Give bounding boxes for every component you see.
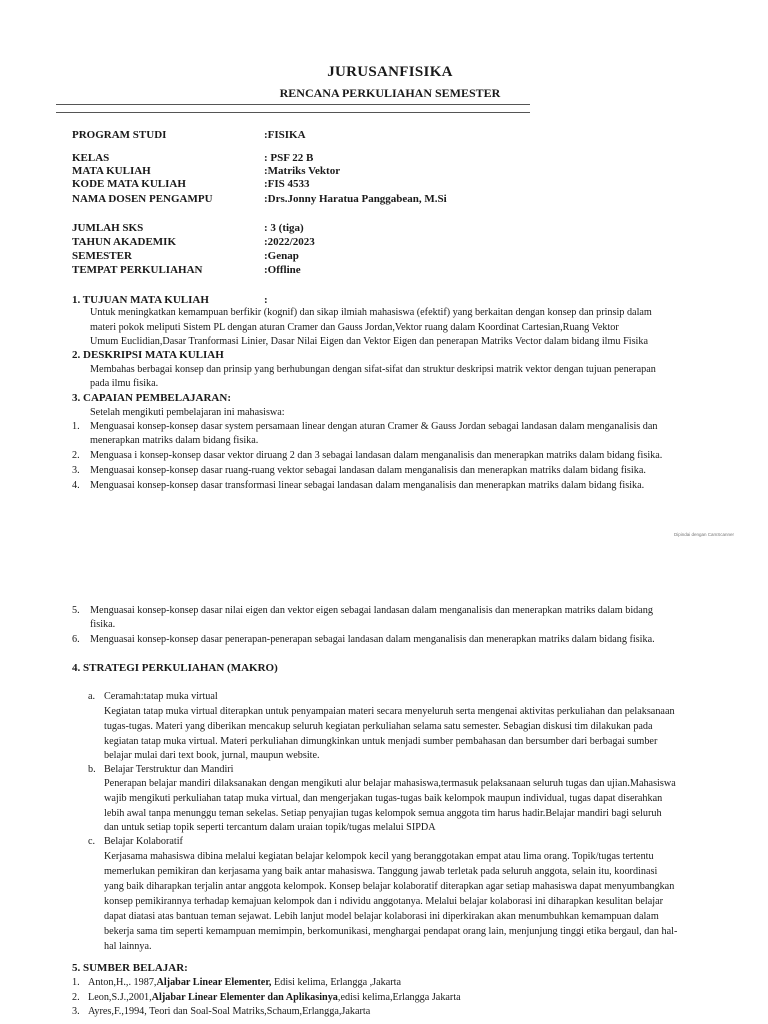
strategy-c-line-7: hal lainnya. <box>104 941 152 952</box>
section-1-heading: 1. TUJUAN MATA KULIAH <box>72 294 209 306</box>
reference-2-author: Leon,S.J.,2001, <box>88 992 152 1003</box>
reference-1-number: 1. <box>72 977 80 988</box>
strategy-a-line-3: kegiatan tatap muka virtual. Materi perkuliahan dimungkinkan untuk menjadi sumber pembahasan dan bersumber dari berbagai sumber <box>104 736 658 747</box>
reference-2-number: 2. <box>72 992 80 1003</box>
info-label-mata-kuliah: MATA KULIAH <box>72 165 151 177</box>
info-value-kelas: : PSF 22 B <box>264 152 314 164</box>
section-1-line-3: Umum Euclidian,Dasar Tranformasi Linier, Dasar Nilai Eigen dan Vektor Eigen dan penerapan Matriks Vector dalam bidang ilmu Fisika <box>90 336 648 347</box>
outcome-5-line-1: Menguasai konsep-konsep dasar nilai eigen dan vektor eigen sebagai landasan dalam menganalisis dan menerapkan matriks dalam bidang <box>90 605 653 616</box>
strategy-b-line-4: dan untuk setiap topik seperti tercantum dalam uraian topik/tugas melalui SIPDA <box>104 822 436 833</box>
strategy-c-line-4: konsep pemikirannya terhadap kemajuan kelompok dan i ndividu anggotanya. Melalui belajar kolaborasi ini diharapkan kesulitan belajar <box>104 896 664 907</box>
strategy-c-letter: c. <box>88 836 96 847</box>
section-1-colon: : <box>264 294 268 306</box>
section-1-line-2: materi pokok meliputi Sistem PL dengan aturan Cramer dan Gauss Jordan,Vektor ruang dalam Koordinat Cartesian,Ruang Vektor <box>90 322 619 333</box>
section-2-heading: 2. DESKRIPSI MATA KULIAH <box>72 349 224 361</box>
strategy-b-letter: b. <box>88 764 96 775</box>
info-value-tahun: :2022/2023 <box>264 236 315 248</box>
strategy-c-title: Belajar Kolaboratif <box>104 836 183 847</box>
section-2-line-1: Membahas berbagai konsep dan prinsip yang berhubungan dengan sifat-sifat dan struktur deskripsi matrik vektor dengan tujuan penerapan <box>90 364 656 375</box>
info-value-kode: :FIS 4533 <box>264 178 310 190</box>
outcome-2-number: 2. <box>72 450 80 461</box>
scanner-watermark: Dipindai dengan CamScanner <box>673 532 734 537</box>
outcome-1-number: 1. <box>72 421 80 432</box>
strategy-a-line-2: tugas-tugas. Materi yang diberikan mencakup seluruh kegiatan perkuliahan selama satu semester. Sebagian diskusi tim dilakukan pada <box>104 721 653 732</box>
reference-1-title: Aljabar Linear Elementer, <box>156 977 272 988</box>
section-1-line-1: Untuk meningkatkan kemampuan berfikir (kognif) dan sikap ilmiah mahasiswa (efektif) yang berkaitan dengan konsep dan prinsip dalam <box>90 307 652 318</box>
section-2-line-2: pada ilmu fisika. <box>90 378 159 389</box>
outcome-1-line-2: menerapkan matriks dalam bidang fisika. <box>90 435 259 446</box>
strategy-c-line-6: bekerja sama tim seperti kemampuan memimpin, berkomunikasi, menghargai pendapat orang lain, menjunjung tinggi etika bergaul, dan hal- <box>104 926 678 937</box>
outcome-1-line-1: Menguasai konsep-konsep dasar system persamaan linear dengan aturan Cramer & Gauss Jordan sebagai landasan dalam menganalisis dan <box>90 421 658 432</box>
strategy-a-line-1: Kegiatan tatap muka virtual diterapkan untuk penyampaian materi secara menyeluruh serta mengenai aktivitas perkuliahan dan pelaksanaan <box>104 706 675 717</box>
strategy-c-line-1: Kerjasama mahasiswa dibina melalui kegiatan belajar kelompok kecil yang beranggotakan empat atau lima orang. Topik/tugas tertentu <box>104 851 654 862</box>
info-label-semester: SEMESTER <box>72 250 132 262</box>
reference-1-author: Anton,H.,. 1987, <box>88 977 157 988</box>
reference-3-text: Ayres,F.,1994, Teori dan Soal-Soal Matriks,Schaum,Erlangga,Jakarta <box>88 1006 371 1017</box>
info-label-sks: JUMLAH SKS <box>72 222 144 234</box>
reference-2 <box>88 991 461 1006</box>
info-label-kode: KODE MATA KULIAH <box>72 178 186 190</box>
strategy-c-line-5: dapat diatasi atas bantuan teman sejawat. Lebih lanjut model belajar kolaborasi ini diperkirakan akan menumbuhkan kemampuan dalam <box>104 911 659 922</box>
strategy-c-line-2: memerlukan pemikiran dan kerjasama yang baik antar mahasiswa. Tanggung jawab terletak pada seluruh anggota, selain itu, koordinasi <box>104 866 658 877</box>
reference-3 <box>88 1005 370 1020</box>
reference-1-publisher: Edisi kelima, Erlangga ,Jakarta <box>271 977 402 988</box>
strategy-b-line-1: Penerapan belajar mandiri dilaksanakan dengan mengikuti alur belajar mahasiswa,termasuk pelaksanaan seluruh tugas dan ujian.Mahasiswa <box>104 778 676 789</box>
info-label-dosen: NAMA DOSEN PENGAMPU <box>72 193 213 205</box>
outcome-5-line-2: fisika. <box>90 619 116 630</box>
outcome-4-number: 4. <box>72 480 80 491</box>
strategy-b-title: Belajar Terstruktur dan Mandiri <box>104 764 234 775</box>
outcome-6-number: 6. <box>72 634 80 645</box>
reference-1 <box>88 976 401 991</box>
strategy-a-letter: a. <box>88 691 96 702</box>
info-value-semester: :Genap <box>264 250 299 262</box>
reference-2-publisher: ,edisi kelima,Erlangga Jakarta <box>337 992 461 1003</box>
info-value-sks: : 3 (tiga) <box>264 222 304 234</box>
strategy-a-line-4: belajar mulai dari text book, jurnal, maupun website. <box>104 750 320 761</box>
reference-2-title: Aljabar Linear Elementer dan Aplikasinya <box>151 992 338 1003</box>
info-value-dosen: :Drs.Jonny Haratua Panggabean, M.Si <box>264 193 447 205</box>
outcome-4-line-1: Menguasai konsep-konsep dasar transformasi linear sebagai landasan dalam menganalisis dan menerapkan matriks dalam bidang fisika. <box>90 480 645 491</box>
section-3-intro: Setelah mengikuti pembelajaran ini mahasiswa: <box>90 407 285 418</box>
header-rule-top <box>56 104 530 105</box>
document-subtitle: RENCANA PERKULIAHAN SEMESTER <box>279 86 501 100</box>
outcome-2-line-1: Menguasa i konsep-konsep dasar vektor diruang 2 dan 3 sebagai landasan dalam menganalisis dan menerapkan matriks dalam bidang fisika. <box>90 450 663 461</box>
info-label-tempat: TEMPAT PERKULIAHAN <box>72 264 203 276</box>
reference-3-number: 3. <box>72 1006 80 1017</box>
section-3-heading: 3. CAPAIAN PEMBELAJARAN: <box>72 392 231 404</box>
info-label-kelas: KELAS <box>72 152 110 164</box>
outcome-3-line-1: Menguasai konsep-konsep dasar ruang-ruang vektor sebagai landasan dalam menganalisis dan menerapkan matriks dalam bidang fisika. <box>90 465 646 476</box>
outcome-6-line-1: Menguasai konsep-konsep dasar penerapan-penerapan sebagai landasan dalam menganalisis dan menerapkan matriks dalam bidang fisika. <box>90 634 655 645</box>
info-value-mata-kuliah: :Matriks Vektor <box>264 165 341 177</box>
strategy-c-line-3: yang baik diharapkan terjalin antar anggota kelompok. Konsep belajar kolaboratif diterapkan agar setiap mahasiswa dapat menyumbangkan <box>104 881 675 892</box>
outcome-5-number: 5. <box>72 605 80 616</box>
info-value-tempat: :Offline <box>264 264 301 276</box>
section-4-heading: 4. STRATEGI PERKULIAHAN (MAKRO) <box>72 662 278 674</box>
info-label-tahun: TAHUN AKADEMIK <box>72 236 176 248</box>
strategy-b-line-3: lebih awal tanpa menunggu teman sekelas. Setiap penyajian tugas kelompok semua anggota tim harus hadir.Belajar mandiri bagi seluruh <box>104 808 662 819</box>
document-title: JURUSANFISIKA <box>327 64 453 80</box>
strategy-a-title: Ceramah:tatap muka virtual <box>104 691 218 702</box>
info-label-program-studi: PROGRAM STUDI <box>72 129 167 141</box>
section-5-heading: 5. SUMBER BELAJAR: <box>72 962 188 974</box>
header-rule-bottom <box>56 112 530 113</box>
strategy-b-line-2: wajib mengikuti perkuliahan tatap muka virtual, dan mengerjakan tugas-tugas baik kelompok maupun individual, tugas dapat diserahkan <box>104 793 663 804</box>
info-value-program-studi: :FISIKA <box>264 129 306 141</box>
outcome-3-number: 3. <box>72 465 80 476</box>
